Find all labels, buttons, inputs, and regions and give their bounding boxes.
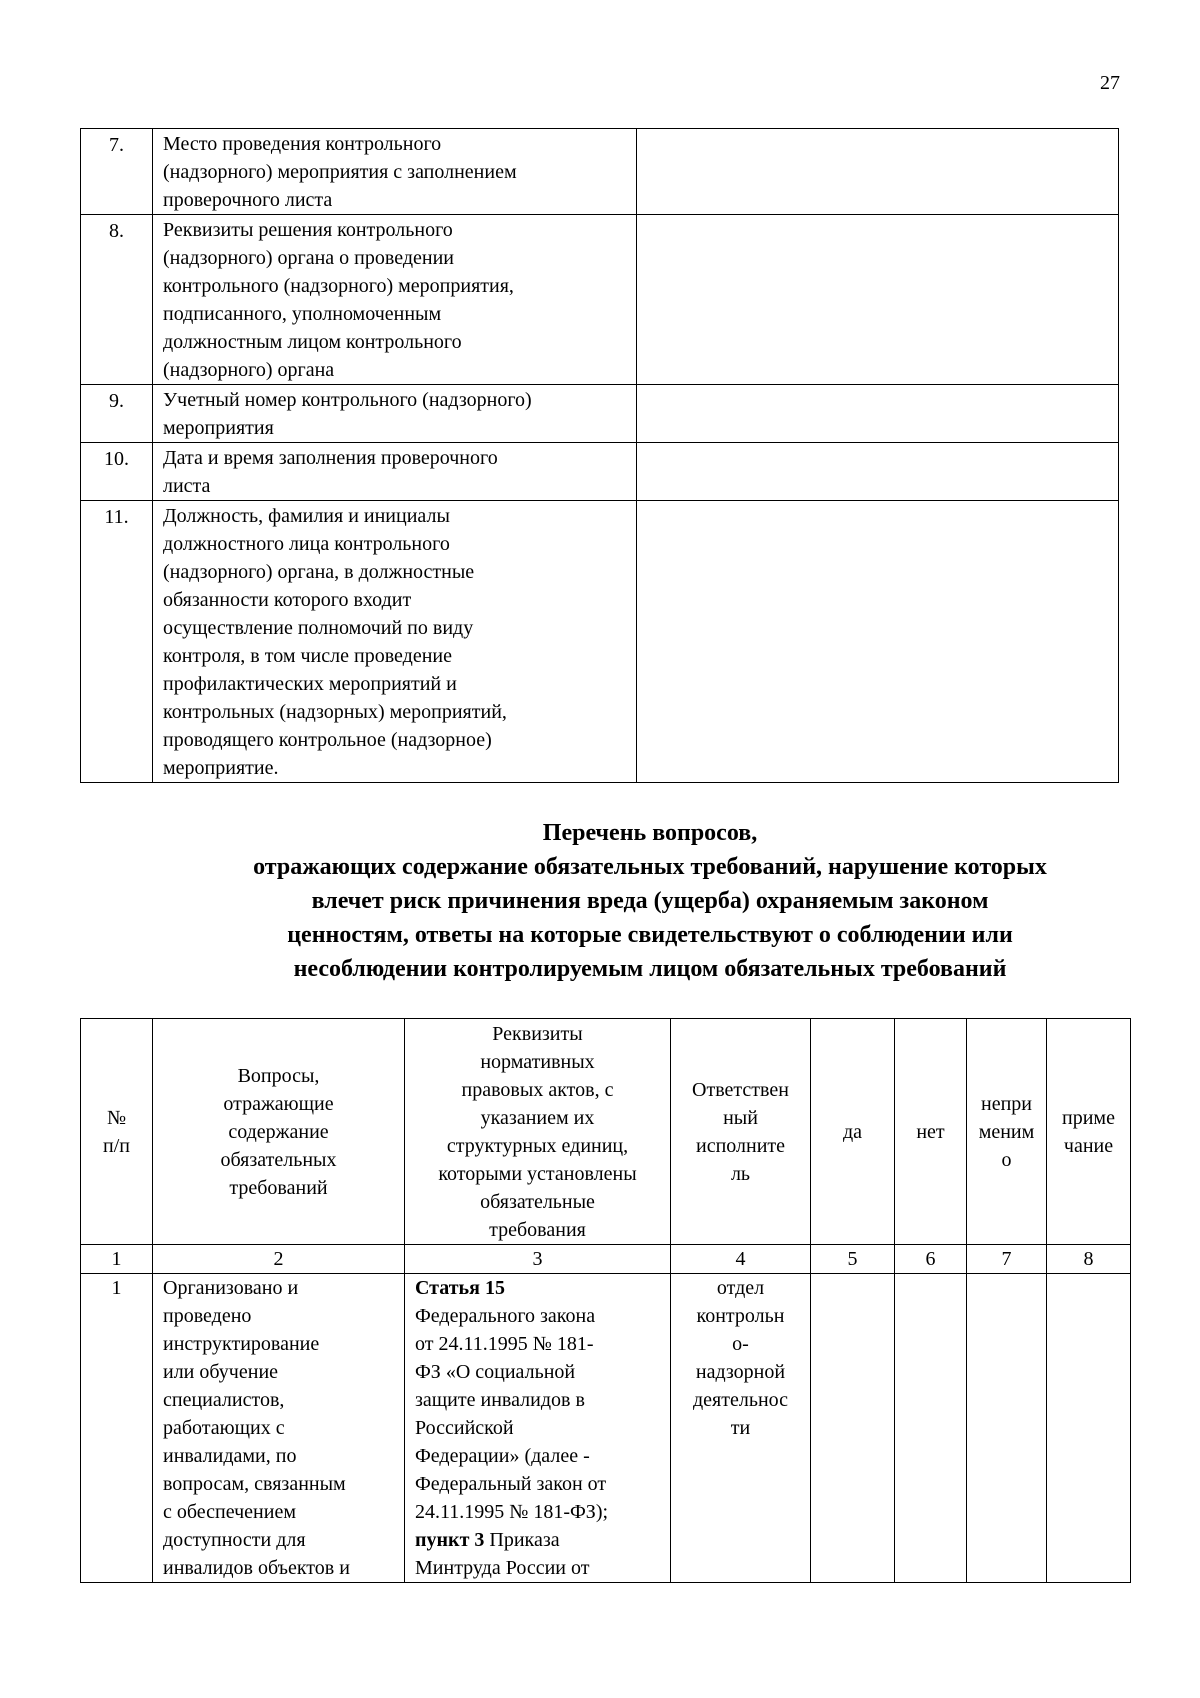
label-line: должностным лицом контрольного (163, 331, 462, 353)
column-header (1047, 1019, 1131, 1245)
responsible-line: о- (732, 1333, 749, 1355)
section-title (160, 816, 1140, 986)
column-header-line: Ответствен (692, 1078, 789, 1101)
column-header (811, 1019, 895, 1245)
column-number: 5 (811, 1245, 895, 1274)
question-line: инструктирование (163, 1333, 320, 1355)
column-number: 3 (405, 1245, 671, 1274)
legal-reference-line (415, 1274, 662, 1302)
question-line: инвалидов объектов и (163, 1557, 350, 1579)
column-header-line: требований (229, 1176, 328, 1199)
info-row-value (637, 129, 1119, 215)
info-row-number: 8. (81, 215, 153, 385)
label-line: (надзорного) органа (163, 359, 335, 381)
label-line: контрольных (надзорных) мероприятий, (163, 701, 507, 723)
label-line: (надзорного) мероприятия с заполнением (163, 161, 517, 183)
legal-reference-bold: пункт 3 (415, 1529, 485, 1551)
legal-reference-line (415, 1470, 662, 1498)
label-line: обязанности которого входит (163, 589, 412, 611)
column-header-line: меним (978, 1120, 1035, 1143)
questions-table (80, 1018, 1131, 1583)
legal-reference-line (415, 1498, 662, 1526)
legal-reference-text: 24.11.1995 № 181-ФЗ); (415, 1501, 609, 1523)
page-number: 27 (1100, 72, 1120, 94)
legal-reference-text: Федерации» (далее - (415, 1445, 590, 1467)
responsible-line: ти (730, 1417, 751, 1439)
legal-reference-text: Федеральный закон от (415, 1473, 607, 1495)
info-row-number: 10. (81, 443, 153, 501)
legal-reference-line (415, 1302, 662, 1330)
question-row (81, 1274, 1131, 1583)
legal-reference-text: Российской (415, 1417, 514, 1439)
info-row (81, 215, 1119, 385)
question-number: 1 (81, 1274, 153, 1583)
responsible-executor (671, 1274, 811, 1583)
info-row (81, 385, 1119, 443)
column-header (405, 1019, 671, 1245)
responsible-line: контрольн (696, 1305, 785, 1327)
legal-reference-line (415, 1386, 662, 1414)
question-line: доступности для (163, 1529, 306, 1551)
column-number: 2 (153, 1245, 405, 1274)
label-line: мероприятие. (163, 757, 279, 779)
legal-reference-text: Федерального закона (415, 1305, 596, 1327)
column-number: 1 (81, 1245, 153, 1274)
section-title-line: отражающих содержание обязательных требований, нарушение которых (253, 854, 1047, 880)
column-header-line: указанием их (480, 1106, 595, 1129)
label-line: Реквизиты решения контрольного (163, 219, 453, 241)
column-header-line: Реквизиты (492, 1022, 583, 1045)
column-header-line: п/п (103, 1134, 130, 1157)
label-line: Должность, фамилия и инициалы (163, 505, 450, 527)
info-row-value (637, 215, 1119, 385)
column-header (895, 1019, 967, 1245)
label-line: профилактических мероприятий и (163, 673, 457, 695)
column-header-line: ль (730, 1162, 751, 1185)
info-row (81, 501, 1119, 783)
column-number: 7 (967, 1245, 1047, 1274)
column-header (153, 1019, 405, 1245)
column-number: 8 (1047, 1245, 1131, 1274)
legal-reference-text: защите инвалидов в (415, 1389, 585, 1411)
info-row-value (637, 501, 1119, 783)
info-row-label (153, 215, 637, 385)
column-header-line: содержание (228, 1120, 329, 1143)
column-header-line: чание (1063, 1134, 1114, 1157)
info-row (81, 129, 1119, 215)
label-line: (надзорного) органа, в должностные (163, 561, 475, 583)
label-line: проводящего контрольное (надзорное) (163, 729, 492, 751)
question-line: инвалидами, по (163, 1445, 297, 1467)
info-row-number: 9. (81, 385, 153, 443)
column-header-line: № (106, 1106, 127, 1129)
info-row-number: 7. (81, 129, 153, 215)
answer-no-cell (895, 1274, 967, 1583)
question-line: работающих с (163, 1417, 285, 1439)
legal-reference-line (415, 1414, 662, 1442)
column-header (81, 1019, 153, 1245)
section-title-line: Перечень вопросов, (542, 820, 758, 846)
control-info-table (80, 128, 1119, 783)
section-title-line: влечет риск причинения вреда (ущерба) охраняемым законом (311, 888, 989, 914)
label-line: должностного лица контрольного (163, 533, 450, 555)
question-line: или обучение (163, 1361, 279, 1383)
info-row (81, 443, 1119, 501)
answer-yes-cell (811, 1274, 895, 1583)
info-row-label (153, 385, 637, 443)
info-row-label (153, 501, 637, 783)
column-header-line: нет (916, 1120, 945, 1143)
column-header-line: о (1001, 1148, 1012, 1171)
column-header-line: ный (723, 1106, 758, 1129)
column-header-line: которыми установлены (438, 1162, 637, 1185)
column-header-line: исполните (695, 1134, 786, 1157)
legal-reference-line (415, 1358, 662, 1386)
info-row-number: 11. (81, 501, 153, 783)
legal-reference-line (415, 1526, 662, 1554)
legal-reference-text: Минтруда России от (415, 1557, 590, 1579)
question-text (153, 1274, 405, 1583)
label-line: Учетный номер контрольного (надзорного) (163, 389, 532, 411)
legal-reference-line (415, 1554, 662, 1582)
column-header (671, 1019, 811, 1245)
question-line: с обеспечением (163, 1501, 296, 1523)
answer-not-applicable-cell (967, 1274, 1047, 1583)
legal-reference-line (415, 1442, 662, 1470)
label-line: контроля, в том числе проведение (163, 645, 452, 667)
column-header-line: приме (1062, 1106, 1115, 1129)
label-line: Дата и время заполнения проверочного (163, 447, 498, 469)
info-row-value (637, 385, 1119, 443)
responsible-line: надзорной (695, 1361, 786, 1383)
column-header-line: непри (981, 1092, 1032, 1115)
question-line: Организовано и (163, 1277, 299, 1299)
question-line: специалистов, (163, 1389, 285, 1411)
column-header-line: обязательных (220, 1148, 337, 1171)
info-row-label (153, 443, 637, 501)
column-number: 6 (895, 1245, 967, 1274)
info-row-label (153, 129, 637, 215)
column-header-line: требования (489, 1218, 586, 1241)
column-header-line: правовых актов, с (461, 1078, 614, 1101)
label-line: (надзорного) органа о проведении (163, 247, 454, 269)
column-number: 4 (671, 1245, 811, 1274)
label-line: Место проведения контрольного (163, 133, 442, 155)
column-header-line: да (842, 1120, 863, 1143)
question-line: вопросам, связанным (163, 1473, 346, 1495)
question-line: проведено (163, 1305, 252, 1327)
legal-reference-text: от 24.11.1995 № 181- (415, 1333, 594, 1355)
label-line: проверочного листа (163, 189, 333, 211)
legal-reference (405, 1274, 671, 1583)
column-header-line: обязательные (480, 1190, 595, 1213)
legal-reference-text: Приказа (484, 1529, 560, 1551)
label-line: листа (163, 475, 211, 497)
column-header-line: отражающие (223, 1092, 334, 1115)
column-header-line: структурных единиц, (446, 1134, 629, 1157)
label-line: мероприятия (163, 417, 274, 439)
header-row (81, 1019, 1131, 1245)
label-line: подписанного, уполномоченным (163, 303, 442, 325)
responsible-line: деятельнос (692, 1389, 789, 1411)
legal-reference-bold: Статья 15 (415, 1277, 505, 1299)
legal-reference-text: ФЗ «О социальной (415, 1361, 576, 1383)
label-line: осуществление полномочий по виду (163, 617, 474, 639)
responsible-line: отдел (716, 1277, 765, 1299)
legal-reference-line (415, 1330, 662, 1358)
column-header-line: Вопросы, (237, 1064, 320, 1087)
label-line: контрольного (надзорного) мероприятия, (163, 275, 514, 297)
section-title-line: несоблюдении контролируемым лицом обязательных требований (293, 956, 1007, 982)
column-header-line: нормативных (480, 1050, 595, 1073)
info-row-value (637, 443, 1119, 501)
column-header (967, 1019, 1047, 1245)
section-title-line: ценностям, ответы на которые свидетельствуют о соблюдении или (287, 922, 1013, 948)
column-number-row (81, 1245, 1131, 1274)
note-cell (1047, 1274, 1131, 1583)
